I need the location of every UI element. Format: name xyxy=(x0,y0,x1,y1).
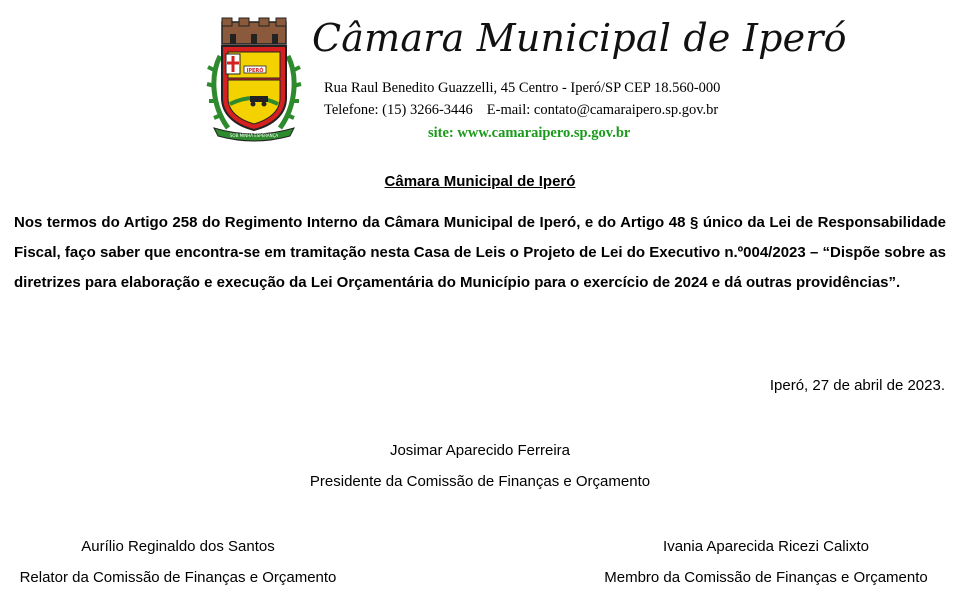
member-name: Ivania Aparecida Ricezi Calixto xyxy=(663,538,869,555)
document-body: Nos termos do Artigo 258 do Regimento Interno da Câmara Municipal de Iperó, e do Artigo 48 § único da Lei de Responsabilidade Fiscal, faço saber que encontra-se em tramitação nesta Casa de Leis o Projeto de Lei do Executivo n.º004/2023 – “Dispõe sobre as diretrizes para elaboração e execução da Lei Orçamentária do Município para o exercício de 2024 e dá outras providências”. xyxy=(14,214,946,291)
org-name: Câmara Municipal de Iperó xyxy=(312,16,847,60)
member-role: Membro da Comissão de Finanças e Orçamento xyxy=(604,569,928,586)
rapporteur-name: Aurílio Reginaldo dos Santos xyxy=(81,538,275,555)
municipal-crest-logo xyxy=(206,16,302,144)
president-name: Josimar Aparecido Ferreira xyxy=(389,442,571,459)
address-line: Rua Raul Benedito Guazzelli, 45 Centro - Iperó/SP CEP 18.560-000 xyxy=(324,80,721,96)
document-date: Iperó, 27 de abril de 2023. xyxy=(769,377,945,394)
email: E-mail: contato@camaraipero.sp.gov.br xyxy=(486,102,719,118)
phone: Telefone: (15) 3266-3446 xyxy=(324,102,473,118)
contact-line xyxy=(324,101,718,119)
crest-ribbon-text: SOB MINHA ESPERANÇA xyxy=(229,133,279,138)
rapporteur-role: Relator da Comissão de Finanças e Orçamento xyxy=(19,569,337,586)
letterhead xyxy=(0,0,975,150)
president-role: Presidente da Comissão de Finanças e Orçamento xyxy=(309,473,651,490)
website-link[interactable]: site: www.camaraipero.sp.gov.br xyxy=(428,125,631,141)
crest-text: IPERÓ xyxy=(246,68,264,74)
document-heading: Câmara Municipal de Iperó xyxy=(384,173,576,190)
